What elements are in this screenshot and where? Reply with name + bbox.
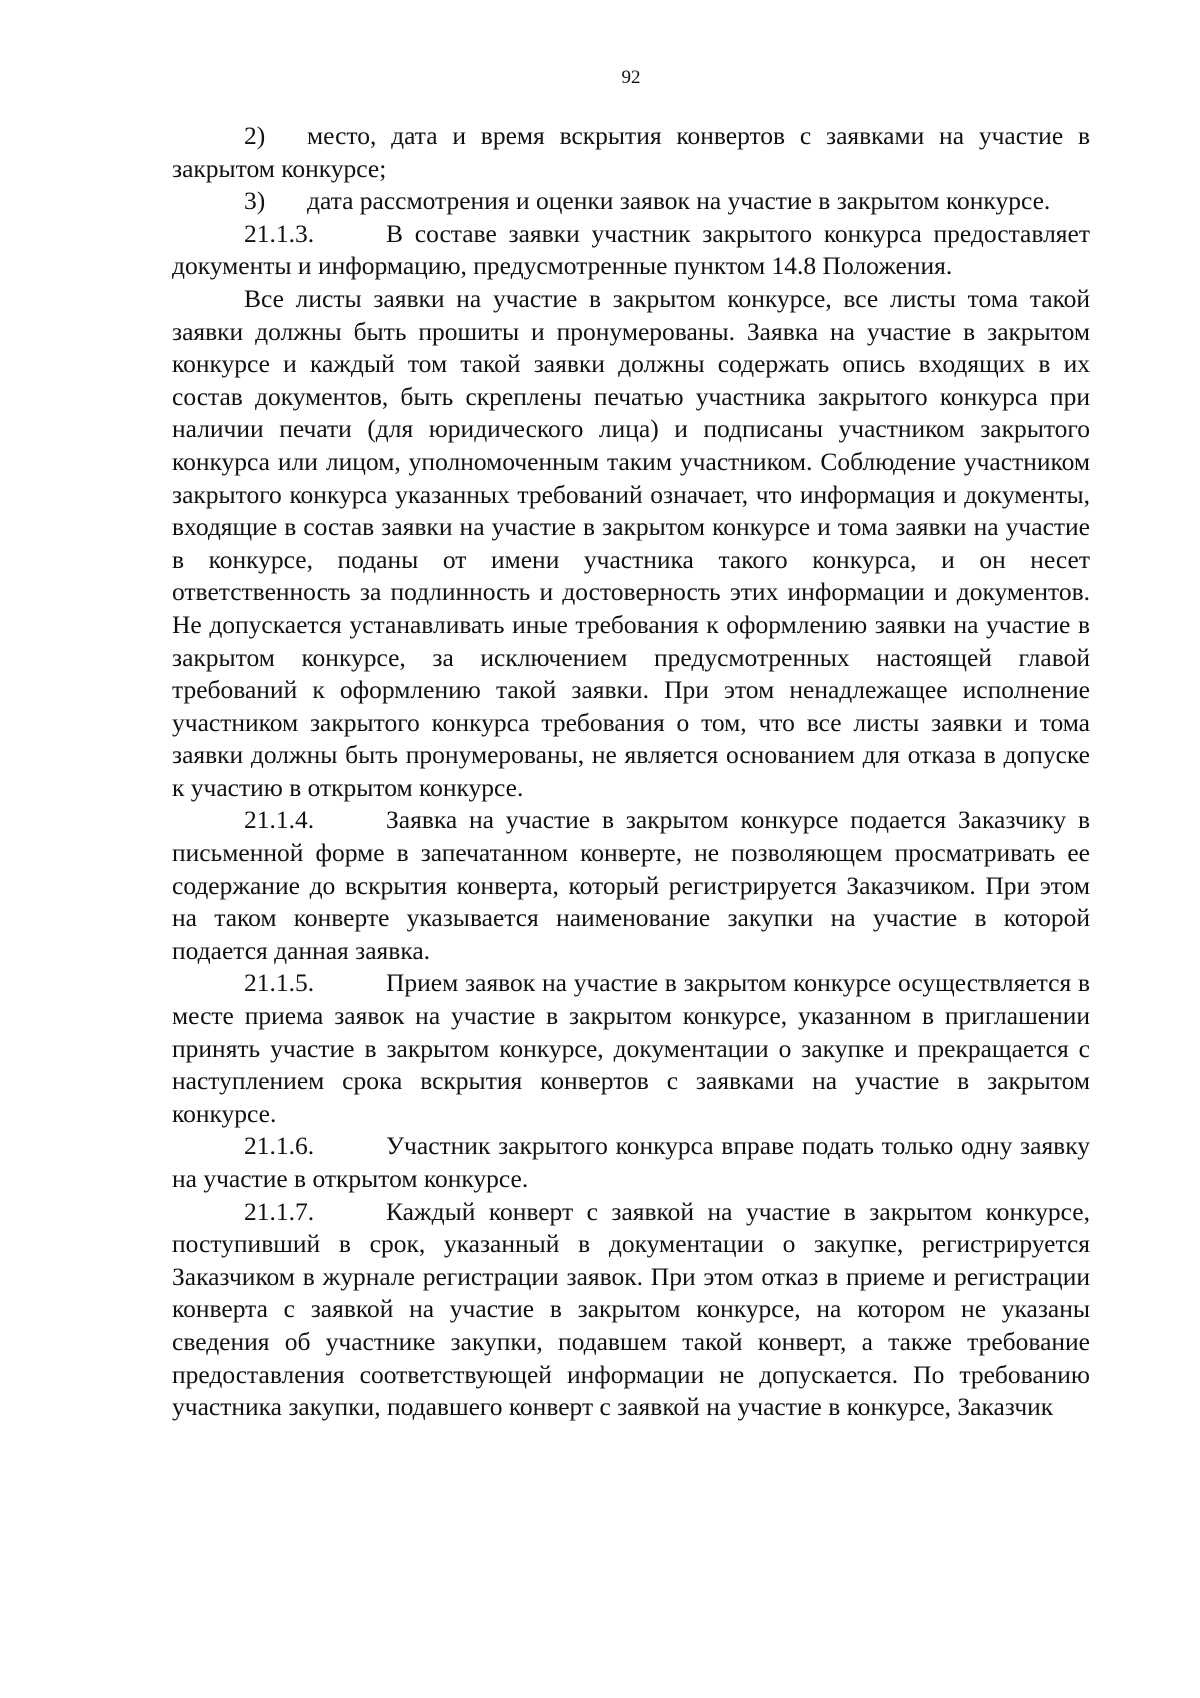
clause-21-1-3 bbox=[172, 218, 1090, 283]
document-page bbox=[172, 66, 1090, 1424]
clause-number: 21.1.6. bbox=[244, 1131, 315, 1161]
list-item-2 bbox=[172, 120, 1090, 185]
clause-number: 21.1.5. bbox=[244, 968, 315, 998]
clause-text: Каждый конверт с заявкой на участие в закрытом конкурсе, поступивший в срок, указанный в документации о закупке, регистрируется Заказчиком в журнале регистрации заявок. При этом отказ в приеме и регистрации конверта с заявкой на участие в закрытом конкурсе, на котором не указаны сведения об участнике закупки, подавшем такой конверт, а также требование предоставления соответствующей информации не допускается. По требованию участника закупки, подавшего конверт с заявкой на участие в конкурсе, Заказчик bbox=[172, 1196, 1090, 1422]
clause-21-1-7 bbox=[172, 1196, 1090, 1424]
page-number: 92 bbox=[621, 67, 641, 88]
clause-text: Заявка на участие в закрытом конкурсе подается Заказчику в письменной форме в запечатанном конверте, не позволяющем просматривать ее содержание до вскрытия конверта, который регистрируется Заказчиком. При этом на таком конверте указывается наименование закупки на участие в которой подается данная заявка. bbox=[172, 805, 1090, 965]
clause-text: Прием заявок на участие в закрытом конкурсе осуществляется в месте приема заявок на участие в закрытом конкурсе, указанном в приглашении принять участие в закрытом конкурсе, документации о закупке и прекращается с наступлением срока вскрытия конвертов с заявками на участие в закрытом конкурсе. bbox=[172, 968, 1090, 1128]
clause-text: В составе заявки участник закрытого конкурса предоставляет документы и информацию, предусмотренные пунктом 14.8 Положения. bbox=[172, 218, 1090, 281]
clause-number: 21.1.4. bbox=[244, 805, 315, 835]
list-number: 2) bbox=[244, 121, 266, 150]
clause-21-1-6 bbox=[172, 1130, 1090, 1195]
clause-text: Участник закрытого конкурса вправе подать только одну заявку на участие в открытом конкурсе. bbox=[172, 1131, 1090, 1193]
clause-21-1-4 bbox=[172, 804, 1090, 967]
list-number: 3) bbox=[244, 186, 266, 216]
list-item-text: место, дата и время вскрытия конвертов с заявками на участие в закрытом конкурсе; bbox=[172, 121, 1090, 183]
list-item-text: дата рассмотрения и оценки заявок на участие в закрытом конкурсе. bbox=[307, 186, 1051, 216]
list-item-3 bbox=[172, 185, 1090, 218]
clause-number: 21.1.7. bbox=[244, 1196, 315, 1226]
body-paragraph bbox=[172, 283, 1090, 805]
clause-21-1-5 bbox=[172, 967, 1090, 1130]
clause-number: 21.1.3. bbox=[244, 218, 315, 248]
paragraph-text: Все листы заявки на участие в закрытом конкурсе, все листы тома такой заявки должны быть прошиты и пронумерованы. Заявка на участие в закрытом конкурсе и каждый том такой заявки должны содержать опись входящих в их состав документов, быть скреплены печатью участника закрытого конкурса при наличии печати (для юридического лица) и подписаны участником закрытого конкурса или лицом, уполномоченным таким участником. Соблюдение участником закрытого конкурса указанных требований означает, что информация и документы, входящие в состав заявки на участие в закрытом конкурсе и тома заявки на участие в конкурсе, поданы от имени участника такого конкурса, и он несет ответственность за подлинность и достоверность этих информации и документов. Не допускается устанавливать иные требования к оформлению заявки на участие в закрытом конкурсе, за исключением предусмотренных настоящей главой требований к оформлению такой заявки. При этом ненадлежащее исполнение участником закрытого конкурса требования о том, что все листы заявки и тома заявки должны быть пронумерованы, не является основанием для отказа в допуске к участию в открытом конкурсе. bbox=[172, 283, 1090, 802]
